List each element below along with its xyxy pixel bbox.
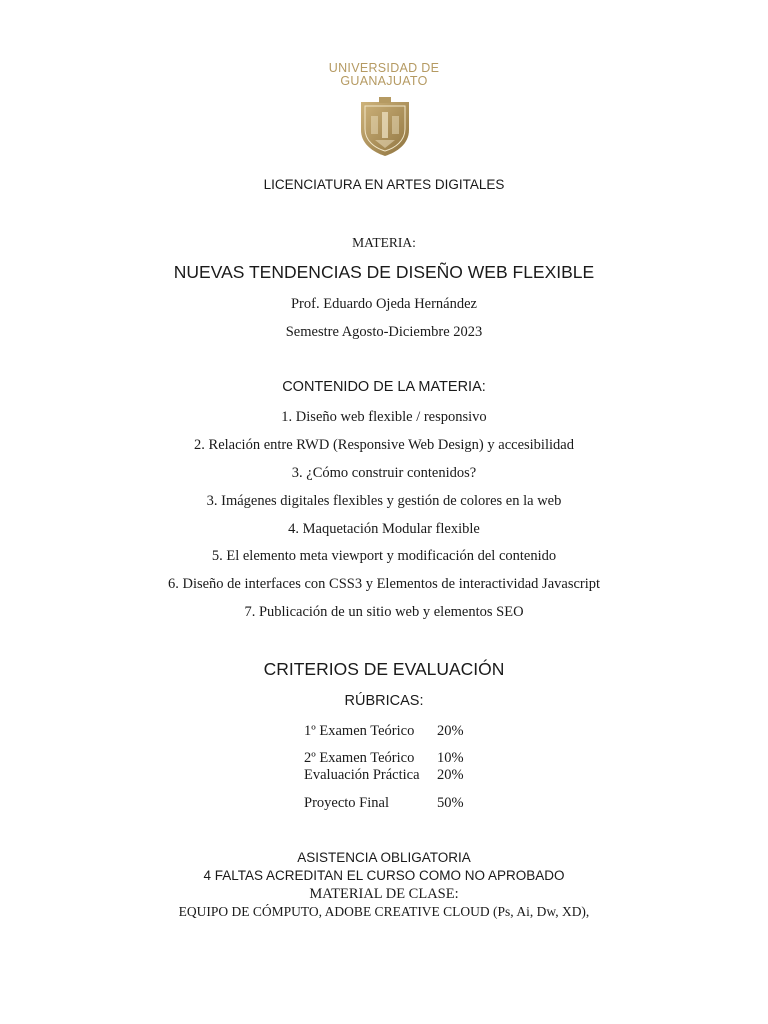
university-name-line2: GUANAJUATO [340,74,428,88]
contents-item: 3. ¿Cómo construir contenidos? [291,465,477,481]
contents-item: 3. Imágenes digitales flexibles y gestión de colores en la web [206,493,562,509]
rubric-percent: 20% [437,767,464,783]
semester: Semestre Agosto-Diciembre 2023 [285,324,483,340]
contents-item: 1. Diseño web flexible / responsivo [281,409,487,425]
university-logo [0,62,768,88]
rubric-percent: 10% [437,750,464,766]
contents-heading: CONTENIDO DE LA MATERIA: [282,379,486,395]
rubric-percent: 20% [437,723,464,739]
rubrics-heading: RÚBRICAS: [344,693,424,709]
contents-item: 2. Relación entre RWD (Responsive Web Design) y accesibilidad [194,437,574,453]
evaluation-heading: CRITERIOS DE EVALUACIÓN [263,659,505,679]
course-title: NUEVAS TENDENCIAS DE DISEÑO WEB FLEXIBLE [173,262,595,282]
rubric-name: 1º Examen Teórico [304,723,415,739]
absences-notice: 4 FALTAS ACREDITAN EL CURSO COMO NO APROBADO [203,868,565,883]
rubric-percent: 50% [437,795,464,811]
rubric-name: Proyecto Final [304,795,389,811]
course-label: MATERIA: [352,235,416,250]
contents-item: 4. Maquetación Modular flexible [288,521,480,537]
rubric-name: Evaluación Práctica [304,767,420,783]
professor-name: Prof. Eduardo Ojeda Hernández [290,296,477,312]
contents-item: 7. Publicación de un sitio web y elementos SEO [244,604,524,620]
material-label: MATERIAL DE CLASE: [309,886,459,902]
university-seal-icon [357,96,413,158]
degree-name: LICENCIATURA EN ARTES DIGITALES [263,177,505,192]
rubric-name: 2º Examen Teórico [304,750,415,766]
contents-item: 6. Diseño de interfaces con CSS3 y Elementos de interactividad Javascript [167,576,601,592]
material-list: EQUIPO DE CÓMPUTO, ADOBE CREATIVE CLOUD (Ps, Ai, Dw, XD), [178,904,590,919]
attendance-notice: ASISTENCIA OBLIGATORIA [297,850,471,865]
contents-item: 5. El elemento meta viewport y modificación del contenido [211,548,557,564]
university-name-line1: UNIVERSIDAD DE [328,61,440,75]
